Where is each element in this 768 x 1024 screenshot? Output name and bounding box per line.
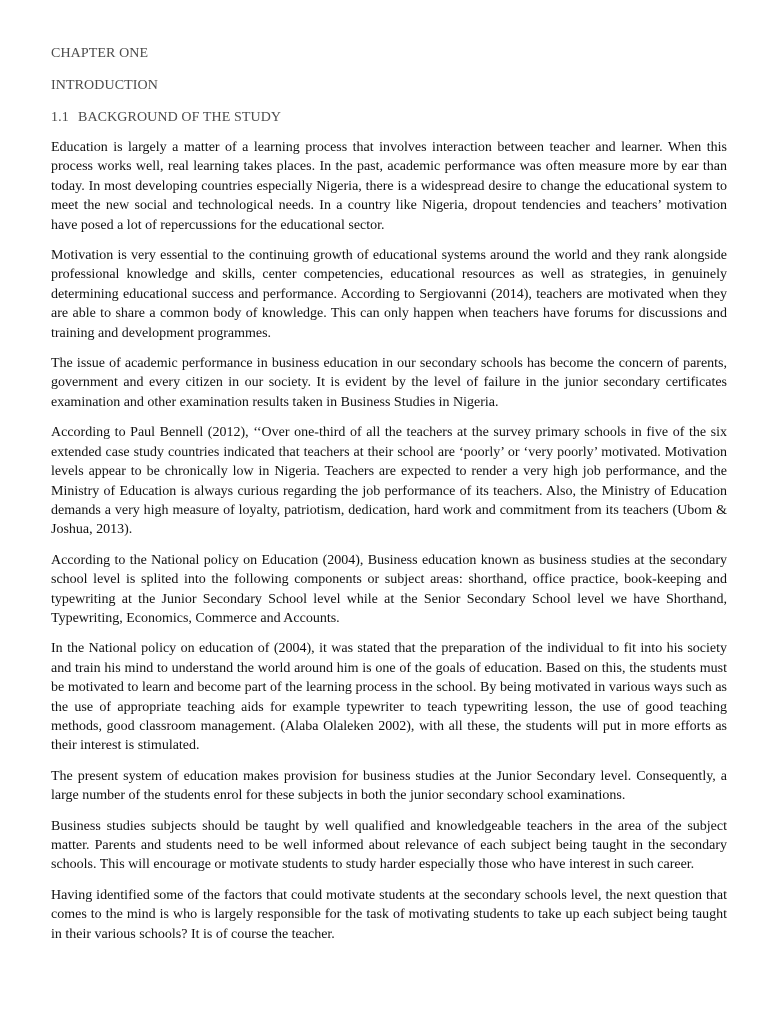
paragraph: According to the National policy on Education (2004), Business education known as business studies at the secondary school level is splited into the following components or subject areas: shorthand, office practice, book-keeping and typewriting at the Junior Secondary School level while at the Senior Secondary School level we have Shorthand, Typewriting, Economics, Commerce and Accounts. xyxy=(51,552,727,626)
section-number: 1.1 xyxy=(51,110,69,125)
paragraph: Having identified some of the factors that could motivate students at the secondary schools level, the next question that comes to the mind is who is largely responsible for the task of motivating students to take up each subject being taught in their various schools? It is of course the teacher. xyxy=(51,887,727,942)
section-heading xyxy=(51,108,727,128)
paragraph: According to Paul Bennell (2012), ‘‘Over one-third of all the teachers at the survey primary schools in five of the six extended case study countries indicated that teachers at their school are ‘poorly’ or ‘very poorly’ motivated. Motivation levels appear to be chronically low in Nigeria. Teachers are expected to render a very high job performance, and the Ministry of Education is always curious regarding the job performance of its teachers. Also, the Ministry of Education demands a very high measure of loyalty, patriotism, dedication, hard work and commitment from its teachers (Ubom & Joshua, 2013). xyxy=(51,425,727,538)
document-page xyxy=(51,44,727,955)
paragraph: In the National policy on education of (2004), it was stated that the preparation of the individual to fit into his society and train his mind to understand the world around him is one of the goals of education. Based on this, the students must be motivated to learn and become part of the learning process in the school. By being motivated in various ways such as the use of appropriate teaching aids for example typewriter to teach typewriting lesson, the use of good teaching methods, good classroom management. (Alaba Olaleken 2002), with all these, the students will put in more efforts as their interest is stimulated. xyxy=(51,641,727,754)
paragraph: Business studies subjects should be taught by well qualified and knowledgeable teachers in the area of the subject matter. Parents and students need to be well informed about relevance of each subject being taught in the secondary schools. This will encourage or motivate students to study harder especially those who have interest in such career. xyxy=(51,818,727,873)
section-title: BACKGROUND OF THE STUDY xyxy=(78,110,282,125)
paragraph: The issue of academic performance in business education in our secondary schools has become the concern of parents, government and every citizen in our society. It is evident by the level of failure in the junior secondary certificates examination and other examination results taken in Business Studies in Nigeria. xyxy=(51,356,727,410)
paragraph: The present system of education makes provision for business studies at the Junior Secondary level. Consequently, a large number of the students enrol for these subjects in both the junior secondary school examinations. xyxy=(51,768,727,804)
chapter-title: INTRODUCTION xyxy=(51,78,158,93)
paragraph: Education is largely a matter of a learning process that involves interaction between teacher and learner. When this process works well, real learning takes places. In the past, academic performance was often measure more by ear than today. In most developing countries especially Nigeria, there is a widespread desire to change the educational system to meet the new social and technological needs. In a country like Nigeria, dropout tendencies and teachers’ motivation have posed a lot of repercussions for the educational sector. xyxy=(51,140,727,233)
chapter-heading: CHAPTER ONE xyxy=(51,46,149,61)
paragraph: Motivation is very essential to the continuing growth of educational systems around the world and they rank alongside professional knowledge and skills, center competencies, educational resources as well as strategies, in genuinely determining educational success and performance. According to Sergiovanni (2014), teachers are motivated when they are able to share a common body of knowledge. This can only happen when teachers have forums for discussions and training and development programmes. xyxy=(51,248,727,341)
